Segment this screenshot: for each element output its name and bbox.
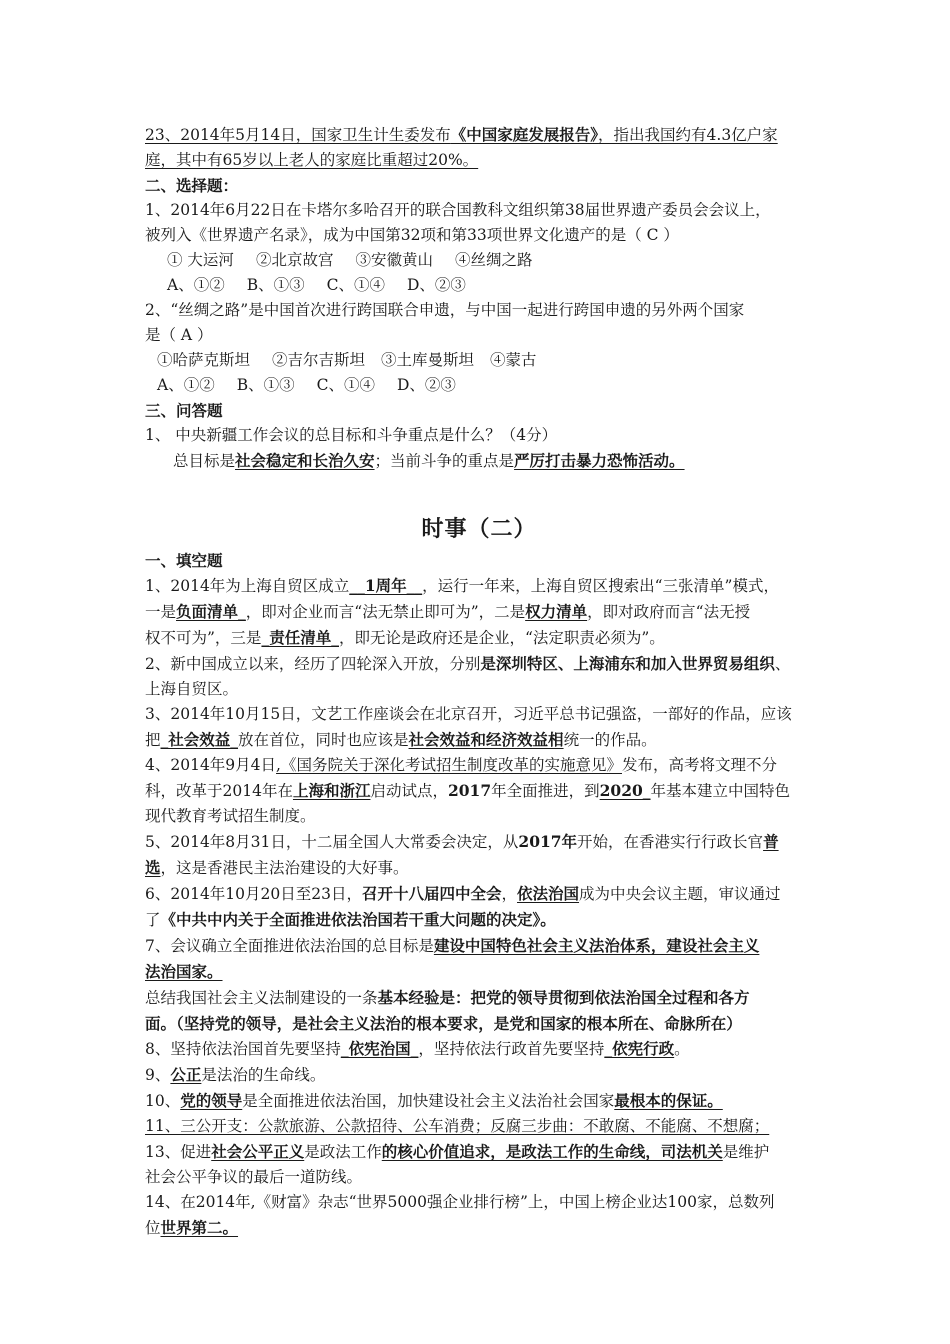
fill-7b-line-1	[145, 985, 813, 1011]
fill-answer: 的核心价值追求，是政法工作的生命线，司法机关	[381, 1142, 723, 1161]
fill-text: 权不可为”，三是	[145, 629, 262, 647]
qa-1-answer	[145, 448, 813, 474]
fill-text: ，	[501, 885, 518, 903]
fill-text: 位	[145, 1219, 161, 1237]
qa-1-answer-text: 总目标是	[173, 452, 236, 470]
fill-answer: 依法治国	[517, 884, 580, 903]
choice-1-items	[145, 248, 813, 273]
fill-text: 5、2014年8月31日，十二届全国人大常委会决定，从	[145, 833, 519, 851]
fill-1-line-2	[145, 599, 813, 625]
choice-1-option: B、①③	[246, 276, 305, 294]
fill-text: 13、促进	[145, 1143, 212, 1161]
item-23-text: 23、2014年5月14日，国家卫生计生委发布	[145, 126, 451, 144]
fill-text: ，坚持依法行政首先要坚持	[418, 1040, 605, 1058]
choice-2-line-2: 是（ A ）	[145, 326, 213, 344]
choice-2-options	[145, 373, 813, 398]
fill-answer: 最根本的保证。	[614, 1091, 723, 1110]
fill-answer: _社会效益_	[160, 730, 239, 749]
fill-5-line-1	[145, 829, 813, 855]
item-23-report-title: 《中国家庭发展报告》	[450, 125, 599, 144]
fill-14-line-1: 14、在2014年,《财富》杂志“世界5000强企业排行榜”上，中国上榜企业达100家，总数列	[145, 1193, 775, 1211]
fill-text: 年基本建立中国特色	[650, 782, 791, 800]
fill-answer: 选	[145, 858, 161, 877]
fill-11-line	[145, 1114, 813, 1139]
fill-answer: _依宪治国_	[340, 1039, 419, 1058]
item-23-line-2	[145, 148, 813, 173]
qa-1-answer-goal: 社会稳定和长治久安	[235, 451, 375, 470]
fill-answer: 社会公平正义	[211, 1142, 305, 1161]
fill-text: ，运行一年来，上海自贸区搜索出“三张清单”模式，	[422, 577, 779, 595]
fill-1-line-1	[145, 573, 813, 599]
fill-answer: 普	[763, 832, 779, 851]
fill-text: 10、	[145, 1092, 181, 1110]
choice-1-item: ① 大运河	[167, 251, 234, 269]
fill-text: 8、坚持依法治国首先要坚持	[145, 1040, 341, 1058]
fill-answer: 权力清单	[525, 602, 588, 621]
fill-answer: 召开十八届四中全会	[361, 884, 502, 903]
choice-2-item: ①哈萨克斯坦	[157, 351, 251, 369]
fill-14-line-2	[145, 1215, 813, 1241]
fill-text: ，即对企业而言“法无禁止即可为”，二是	[245, 603, 526, 621]
fill-text: 4、2014年9月4日	[145, 756, 277, 774]
fill-text: ，这是香港民主法治建设的大好事。	[160, 859, 409, 877]
fill-answer: 《中共中内关于全面推进依法治国若干重大问题的决定》。	[160, 910, 556, 929]
fill-text: 是政法工作	[304, 1143, 382, 1161]
qa-heading: 三、问答题	[145, 401, 223, 420]
fill-text: 把	[145, 731, 161, 749]
fill-answer: ,《国务院关于深化考试招生制度改革的实施意见》	[276, 756, 622, 774]
fill-7-line-2	[145, 959, 813, 985]
fill-answer: 2017	[447, 781, 492, 800]
fill-answer: 负面清单_	[176, 602, 246, 621]
fill-answer: 法治国家。	[145, 962, 223, 981]
choice-2-option: A、①②	[157, 376, 215, 394]
fill-4-line-2	[145, 778, 813, 804]
fill-text: 11、三公开支：公款旅游、公款招待、公车消费；反腐三步曲：不敢腐、不能腐、不想腐；	[145, 1117, 770, 1135]
fill-answer: _依宪行政	[604, 1039, 675, 1058]
choice-2-item: ③土库曼斯坦	[381, 351, 475, 369]
choice-1-item: ②北京故宫	[255, 251, 334, 269]
item-23-line-1	[145, 122, 813, 148]
fill-answer: 世界第二。	[160, 1218, 239, 1237]
choice-2-option: B、①③	[236, 376, 295, 394]
fill-text: 是维护	[722, 1143, 770, 1161]
choice-1-line-1: 1、2014年6月22日在卡塔尔多哈召开的联合国教科文组织第38届世界遗产委员会会议上，	[145, 201, 771, 219]
fill-text: 年全面推进，到	[491, 782, 600, 800]
choice-1-option: D、②③	[406, 276, 466, 294]
choice-1-option: A、①②	[167, 276, 225, 294]
fill-text: 6、2014年10月20日至23日，	[145, 885, 362, 903]
qa-1-answer-focus: 严厉打击暴力恐怖活动。	[514, 451, 685, 470]
fill-answer: 党的领导	[180, 1091, 243, 1110]
choice-2-line-1: 2、“丝绸之路”是中国首次进行跨国联合申遗，与中国一起进行跨国申遗的另外两个国家	[145, 301, 745, 319]
fill-answer: 建设中国特色社会主义法治体系，建设社会主义	[433, 936, 760, 955]
fill-text: 7、会议确立全面推进依法治国的总目标是	[145, 937, 434, 955]
fill-text: 是法治的生命线。	[201, 1066, 326, 1084]
choice-heading: 二、选择题：	[145, 176, 239, 195]
fill-text: 2、新中国成立以来，经历了四轮深入开放，分别	[145, 655, 481, 673]
fill-8-line	[145, 1036, 813, 1062]
fill-text: 启动试点，	[370, 782, 448, 800]
item-23-text-end: 庭，其中有65岁以上老人的家庭比重超过20%。	[145, 151, 479, 169]
document-page	[145, 122, 813, 1241]
choice-2-option: C、①④	[316, 376, 375, 394]
fill-5-line-2	[145, 855, 813, 881]
fill-7-line-1	[145, 933, 813, 959]
fill-text: 、	[774, 655, 791, 673]
fill-4-line-1	[145, 753, 813, 778]
fill-answer: _责任清单_	[261, 628, 339, 647]
fill-6-line-2	[145, 907, 813, 933]
choice-2-item: ④蒙古	[490, 351, 537, 369]
fill-text: 成为中央会议主题，审议通过	[579, 885, 781, 903]
fill-answer: 公正	[170, 1065, 202, 1084]
qa-1-question: 1、 中央新疆工作会议的总目标和斗争重点是什么？（4分）	[145, 426, 558, 444]
fill-text: 放在首位，同时也应该是	[238, 731, 409, 749]
choice-2-option: D、②③	[396, 376, 456, 394]
qa-1-answer-text: ；当前斗争的重点是	[374, 452, 515, 470]
fill-10-line	[145, 1088, 813, 1114]
choice-1-option: C、①④	[326, 276, 385, 294]
fill-3-line-2	[145, 727, 813, 753]
fill-7b-line-2: 面。（坚持党的领导，是社会主义法治的根本要求，是党和国家的根本所在、命脉所在）	[145, 1014, 742, 1033]
fill-heading: 一、填空题	[145, 551, 223, 570]
fill-1-line-3	[145, 625, 813, 651]
section-title: 时事（二）	[421, 516, 537, 542]
fill-text: 总结我国社会主义法制建设的一条	[145, 989, 378, 1007]
choice-1-options	[145, 273, 813, 298]
fill-4-line-3: 现代教育考试招生制度。	[145, 807, 316, 825]
fill-answer: __1周年__	[349, 576, 423, 595]
fill-text: 9、	[145, 1066, 171, 1084]
fill-text: ，即对政府而言“法无授	[587, 603, 751, 621]
fill-13-line-2: 社会公平争议的最后一道防线。	[145, 1168, 363, 1186]
fill-answer: 基本经验是：把党的领导贯彻到依法治国全过程和各方	[377, 988, 750, 1007]
fill-answer: 社会效益和经济效益相	[408, 730, 564, 749]
fill-text: 。	[674, 1040, 690, 1058]
fill-text: 发布，高考将文理不分	[621, 756, 777, 774]
fill-text: 统一的作品。	[563, 731, 657, 749]
fill-answer: 是深圳特区、上海浦东和加入世界贸易组织	[480, 654, 775, 673]
choice-1-item: ④丝绸之路	[454, 251, 533, 269]
fill-text: 了	[145, 911, 161, 929]
fill-answer: 上海和浙江	[292, 781, 371, 800]
fill-text: 是全面推进依法治国，加快建设社会主义法治社会国家	[242, 1092, 615, 1110]
fill-6-line-1	[145, 881, 813, 907]
fill-text: 开始，在香港实行行政长官	[577, 833, 764, 851]
fill-text: 一是	[145, 603, 177, 621]
fill-9-line	[145, 1062, 813, 1088]
choice-2-item: ②吉尔吉斯坦	[272, 351, 366, 369]
fill-answer: 2020_	[599, 781, 651, 800]
fill-2-line-1	[145, 651, 813, 677]
fill-text: 1、2014年为上海自贸区成立	[145, 577, 350, 595]
fill-text: ，即无论是政府还是企业，“法定职责必须为”。	[338, 629, 665, 647]
fill-answer: 2017年	[518, 832, 578, 851]
fill-text: 科，改革于2014年在	[145, 782, 293, 800]
item-23-text-cont: ，指出我国约有4.3亿户家	[598, 126, 778, 144]
fill-2-line-2: 上海自贸区。	[145, 680, 239, 698]
choice-1-line-2: 被列入《世界遗产名录》，成为中国第32项和第33项世界文化遗产的是（ C ）	[145, 226, 679, 244]
choice-1-item: ③安徽黄山	[355, 251, 433, 269]
choice-2-items	[145, 348, 813, 373]
fill-3-line-1: 3、2014年10月15日，文艺工作座谈会在北京召开，习近平总书记强盗，一部好的作品，应该	[145, 705, 792, 723]
fill-13-line-1	[145, 1139, 813, 1165]
